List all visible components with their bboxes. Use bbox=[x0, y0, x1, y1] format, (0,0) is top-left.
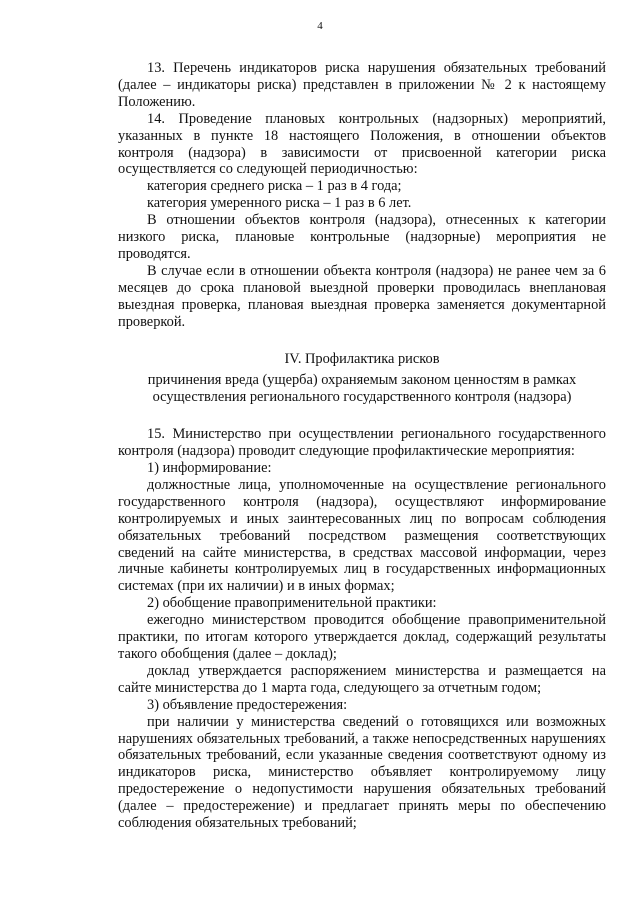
section-subtitle: причинения вреда (ущерба) охраняемым законом ценностям в рамках осуществления регионального государственного контроля (надзора) bbox=[147, 372, 577, 406]
paragraph-practice-text: ежегодно министерством проводится обобщение правоприменительной практики, по итогам которого утверждается доклад, содержащий результаты такого обобщения (далее – доклад); bbox=[118, 612, 606, 662]
risk-category-medium: категория среднего риска – 1 раз в 4 года; bbox=[147, 178, 402, 195]
paragraph-low-risk: В отношении объектов контроля (надзора), отнесенных к категории низкого риска, плановые контрольные (надзорные) мероприятия не проводятся. bbox=[118, 212, 606, 262]
section-title: IV. Профилактика рисков bbox=[284, 350, 440, 367]
document-body bbox=[118, 60, 606, 832]
page-number: 4 bbox=[317, 20, 323, 32]
item-practice-generalization: 2) обобщение правоприменительной практики: bbox=[147, 595, 437, 612]
paragraph-15: 15. Министерство при осуществлении регионального государственного контроля (надзора) проводит следующие профилактические мероприятия: bbox=[118, 426, 606, 460]
item-informing: 1) информирование: bbox=[147, 460, 272, 477]
risk-category-moderate: категория умеренного риска – 1 раз в 6 лет. bbox=[147, 195, 412, 212]
paragraph-unscheduled-check: В случае если в отношении объекта контроля (надзора) не ранее чем за 6 месяцев до срока плановой выездной проверки проводилась внеплановая выездная проверка, плановая выездная проверка заменяется документарной проверкой. bbox=[118, 262, 606, 330]
paragraph-13: 13. Перечень индикаторов риска нарушения обязательных требований (далее – индикаторы риска) представлен в приложении № 2 к настоящему Положению. bbox=[118, 60, 606, 110]
paragraph-report-approval: доклад утверждается распоряжением министерства и размещается на сайте министерства до 1 марта года, следующего за отчетным годом; bbox=[118, 662, 606, 696]
paragraph-warning-text: при наличии у министерства сведений о готовящихся или возможных нарушениях обязательных требований, а также непосредственных нарушениях обязательных требований, если указанные сведения соответствуют одному из индикаторов риска, министерство объявляет контролируемому лицу предостережение о недопустимости нарушения обязательных требований (далее – предостережение) и предлагает принять меры по обеспечению соблюдения обязательных требований; bbox=[118, 713, 606, 832]
item-warning: 3) объявление предостережения: bbox=[147, 696, 348, 713]
paragraph-informing-text: должностные лица, уполномоченные на осуществление регионального государственного контроля (надзора), осуществляют информирование контролируемых и иных заинтересованных лиц по вопросам соблюдения обязательных требований посредством размещения соответствующих сведений на сайте министерства, в средствах массовой информации, через личные кабинеты контролируемых лиц в государственных информационных системах (при их наличии) и в иных формах; bbox=[118, 476, 606, 595]
paragraph-14: 14. Проведение плановых контрольных (надзорных) мероприятий, указанных в пункте 18 настоящего Положения, в отношении объектов контроля (надзора) в зависимости от присвоенной категории риска осуществляется со следующей периодичностью: bbox=[118, 110, 606, 178]
